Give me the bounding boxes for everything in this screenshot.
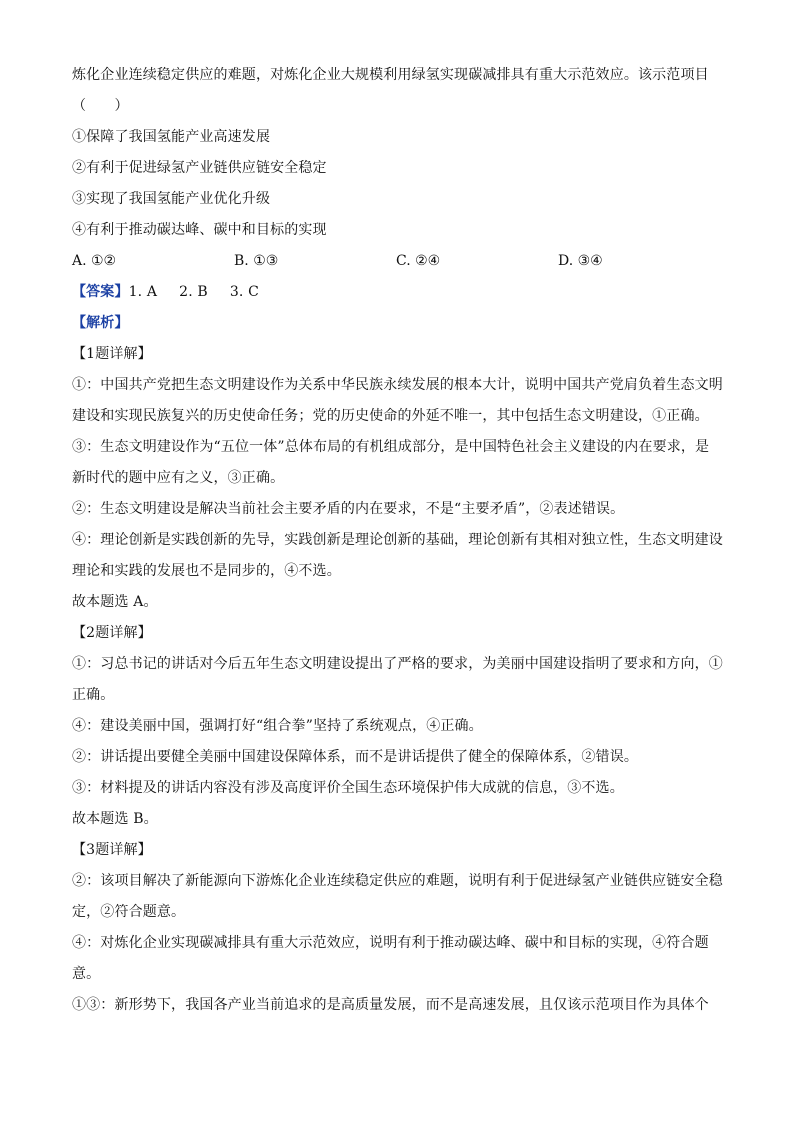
analysis-line: ③：材料提及的讲话内容没有涉及高度评价全国生态环境保护伟大成就的信息，③不选。 [72, 780, 624, 796]
option-c: C. ②④ [396, 253, 441, 269]
analysis-line: ①：中国共产党把生态文明建设作为关系中华民族永续发展的根本大计，说明中国共产党肩负着生态文明 [72, 377, 723, 393]
analysis-line: 新时代的题中应有之义，③正确。 [72, 470, 285, 486]
analysis-line: 故本题选 B。 [72, 811, 158, 827]
option-b: B. ①③ [234, 253, 279, 269]
option-a: A. ①② [72, 253, 117, 269]
analysis-line: ④：建设美丽中国，强调打好“组合拳”坚持了系统观点，④正确。 [72, 718, 483, 734]
answer-value: 1. A [128, 284, 158, 300]
question-intro: 炼化企业连续稳定供应的难题，对炼化企业大规模利用绿氢实现碳减排具有重大示范效应。该示范项目 [72, 67, 709, 83]
answer-line [72, 277, 722, 308]
question-item: ①保障了我国氢能产业高速发展 [72, 129, 271, 145]
question-item: ②有利于促进绿氢产业链供应链安全稳定 [72, 160, 327, 176]
analysis-line: ④：理论创新是实践创新的先导，实践创新是理论创新的基础，理论创新有其相对独立性，生态文明建设 [72, 532, 723, 548]
analysis-line: 理论和实践的发展也不是同步的，④不选。 [72, 563, 341, 579]
analysis-line: 建设和实现民族复兴的历史使命任务；党的历史使命的外延不唯一，其中包括生态文明建设，①正确。 [72, 408, 709, 424]
section-title: 【1题详解】 [72, 346, 152, 362]
section-title: 【2题详解】 [72, 625, 152, 641]
analysis-label: 【解析】 [72, 315, 129, 331]
answer-value: 3. C [229, 284, 259, 300]
analysis-line: ①：习总书记的讲话对今后五年生态文明建设提出了严格的要求，为美丽中国建设指明了要求和方向，① [72, 656, 723, 672]
question-blank: （ ） [72, 98, 129, 114]
analysis-line: 意。 [72, 966, 101, 982]
analysis-line: 正确。 [72, 687, 115, 703]
answer-label: 【答案】 [72, 284, 129, 300]
analysis-line: ②：讲话提出要健全美丽中国建设保障体系，而不是讲话提供了健全的保障体系，②错误。 [72, 749, 638, 765]
option-d: D. ③④ [558, 253, 603, 269]
answer-value: 2. B [179, 284, 208, 300]
answer-options [72, 246, 722, 277]
analysis-line: ③：生态文明建设作为“五位一体”总体布局的有机组成部分，是中国特色社会主义建设的内在要求，是 [72, 439, 710, 455]
analysis-line: 定，②符合题意。 [72, 904, 186, 920]
section-title: 【3题详解】 [72, 842, 152, 858]
analysis-line: ①③：新形势下，我国各产业当前追求的是高质量发展，而不是高速发展，且仅该示范项目作为具体个 [72, 997, 709, 1013]
analysis-line: ④：对炼化企业实现碳减排具有重大示范效应，说明有利于推动碳达峰、碳中和目标的实现，④符合题 [72, 935, 709, 951]
analysis-line: ②：生态文明建设是解决当前社会主要矛盾的内在要求，不是“主要矛盾”，②表述错误。 [72, 501, 625, 517]
question-item: ④有利于推动碳达峰、碳中和目标的实现 [72, 222, 327, 238]
document-page [72, 60, 722, 1021]
analysis-line: 故本题选 A。 [72, 594, 158, 610]
analysis-line: ②：该项目解决了新能源向下游炼化企业连续稳定供应的难题，说明有利于促进绿氢产业链供应链安全稳 [72, 873, 723, 889]
question-item: ③实现了我国氢能产业优化升级 [72, 191, 271, 207]
